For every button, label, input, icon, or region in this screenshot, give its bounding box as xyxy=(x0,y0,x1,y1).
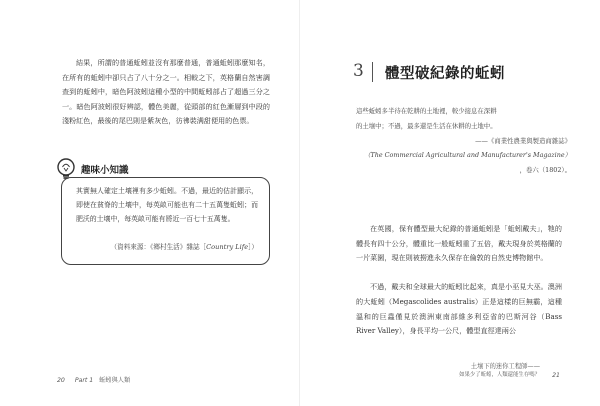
left-body-paragraph: 結果，所謂的普通蚯蚓並沒有那麼普通，普通蚯蚓那麼知名，在所有的蚯蚓中卻只占了八十分之一。相較之下，英格蘭自然害調查到的蚯蚓中，暗色阿波蚓這種小型的中間蚯蚓部占了超過三分之一。暗色阿波蚓很好辨認，體色美麗，從頭部的紅色漸層到中段的淺粉紅色，最後的尾巴則是紫灰色，彷彿裝满甜便用的色票。 xyxy=(62,58,270,126)
sidebar-body: 其實無人確定土壤裡有多少蚯蚓。不過，最近的估計顯示，即使在貧脊的土壤中，每英畝可能也有二十五萬隻蚯蚓；而肥沃的土壤中，每英畝可能有將近一百七十五萬隻。 xyxy=(76,187,258,224)
chapter-title: 體型破紀錄的蚯蚓 xyxy=(385,65,505,82)
section-title: 蚯蚓與人類 xyxy=(99,377,131,384)
epigraph-volume: ，卷六（1802）。 xyxy=(519,166,571,175)
citation-title: Country Life xyxy=(206,243,249,251)
epigraph-line: 的土壤中；不過，最多還是生活在休耕的土地中。 xyxy=(356,121,497,130)
chapter-divider xyxy=(372,62,373,82)
right-page-number: 21 xyxy=(552,372,560,379)
sidebar-text xyxy=(76,184,258,227)
epigraph-source: ——《商業性農業與製造商雜誌》 xyxy=(475,136,571,145)
body-paragraph: 在英國，保有體型最大紀錄的普通蚯蚓是「蚯蚓戴夫」，牠的體長有四十公分，體重比一般蚯蚓重了五倍，戴夫現身於英格蘭的一片菜園，現在則被撈進永久保存在倫敦的自然史博物館中。 xyxy=(356,224,562,263)
epigraph-line: 這些蚯蚓多半待在乾耕的土地裡，較少接息在深耕 xyxy=(356,107,497,115)
running-head: 土壤下的迷你工程師—— xyxy=(470,363,540,370)
epigraph-source-english: （The Commercial Agricultural and Manufacturer's Magazine） xyxy=(364,151,571,160)
sidebar-citation xyxy=(76,241,258,253)
epigraph xyxy=(356,104,571,178)
sidebar-title: 趣味小知識 xyxy=(81,165,129,176)
chapter-number: 3 xyxy=(353,61,364,81)
left-page-number: 20 xyxy=(57,377,65,384)
part-label: Part 1 xyxy=(74,377,94,384)
citation-prefix: （資料來源：《鄉村生活》雜誌［ xyxy=(110,243,207,251)
right-folio xyxy=(390,362,560,380)
right-body-text xyxy=(356,222,562,353)
page-gutter xyxy=(299,0,300,406)
left-body-text xyxy=(62,56,270,129)
running-subhead: 如果少了蚯蚓，人類還能生存嗎？ xyxy=(459,372,540,378)
citation-suffix: ］） xyxy=(248,243,258,251)
body-paragraph: 不過，戴夫和全球最大的蚯蚓比起來，真是小巫見大巫。澳洲的大蚯蚓（Megascolides australis）正是這樣的巨無霸，這種溫和的巨蟲僅見於澳洲東南部維多利亞省的巴斯河谷（Bass River Valley），身長平均一公尺，體型直徑達兩公 xyxy=(356,282,562,336)
left-folio xyxy=(57,375,130,384)
